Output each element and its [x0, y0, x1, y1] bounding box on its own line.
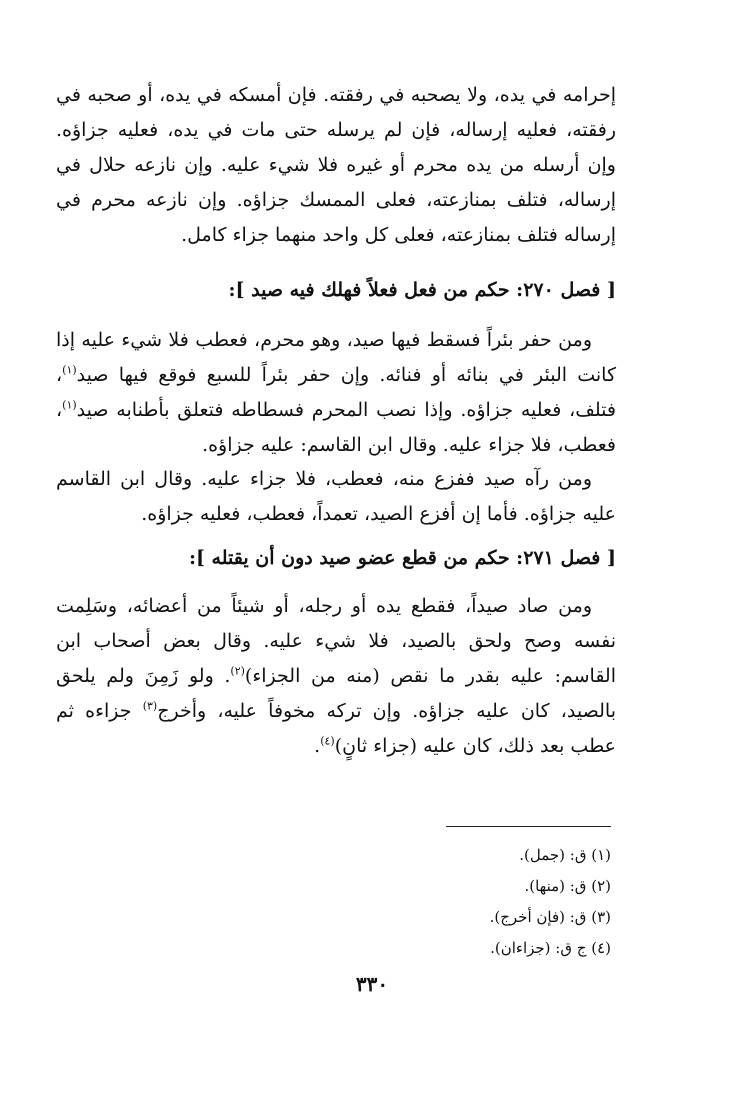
footnote-ref: (٣) — [142, 699, 158, 713]
paragraph-text: ، فعطب، فلا جزاء عليه. وقال ابن القاسم: عليه جزاؤه. — [56, 399, 616, 456]
paragraph-text: ومن رآه صيد ففزع منه، فعطب، فلا جزاء عليه. وقال ابن القاسم عليه جزاؤه. فأما إن أفزع الصيد، تعمداً، فعطب، فعليه جزاؤه. — [56, 468, 616, 525]
paragraph-text: . — [314, 735, 321, 757]
footnote-3: (٣) ق: (فإن أخرج). — [489, 908, 611, 926]
section-heading-270: [ فصل ٢٧٠: حكم من فعل فعلاً فهلك فيه صيد ]: — [228, 279, 616, 301]
footnote-ref: (١) — [62, 398, 77, 412]
footnote-divider — [446, 826, 611, 827]
paragraph-text: ، فتلف، فعليه جزاؤه. وإذا نصب المحرم فسطاطه فتعلق بأطنابه صيد — [56, 364, 616, 421]
paragraph-severed-limb — [56, 589, 616, 764]
paragraph-intro — [56, 78, 616, 253]
footnote-ref: (٤) — [320, 734, 335, 748]
footnote-2: (٢) ق: (منها). — [524, 877, 611, 895]
paragraph-text: . ولو زَمِنَ ولم يلحق بالصيد، كان عليه جزاؤه. وإن تركه مخوفاً عليه، وأخرج — [56, 665, 616, 722]
footnotes — [300, 840, 611, 964]
paragraph-text: ومن صاد صيداً، فقطع يده أو رجله، أو شيئاً من أعضائه، وسَلِمت نفسه وصح ولحق بالصيد، فلا شيء عليه. وقال بعض أصحاب ابن القاسم: عليه بقدر ما نقص (منه من الجزاء) — [56, 595, 616, 687]
page-number: ٣٣٠ — [355, 972, 389, 996]
paragraph-frightened-game — [56, 462, 616, 532]
section-heading-271: [ فصل ٢٧١: حكم من قطع عضو صيد دون أن يقتله ]: — [188, 547, 616, 569]
footnote-ref: (٢) — [230, 664, 245, 678]
paragraph-well-trap — [56, 323, 616, 463]
paragraph-text: ومن حفر بئراً فسقط فيها صيد، وهو محرم، فعطب فلا شيء عليه إذا كانت البئر في بنائه أو فنائه. وإن حفر بئراً للسبع فوقع فيها صيد — [56, 329, 616, 386]
footnote-4: (٤) ج ق: (جزاءان). — [490, 939, 611, 957]
paragraph-text: إحرامه في يده، ولا يصحبه في رفقته. فإن أمسكه في يده، أو صحبه في رفقته، فعليه إرساله، فإن لم يرسله حتى مات في يده، فعليه جزاؤه. وإن أرسله من يده محرم أو غيره فلا شيء عليه. وإن نازعه حلال في إرساله، فتلف بمنازعته، فعلى الممسك جزاؤه. وإن نازعه محرم في إرساله فتلف بمنازعته، فعلى كل واحد منهما جزاء كامل. — [56, 84, 616, 246]
paragraph-text: جزاءه ثم عطب بعد ذلك، كان عليه (جزاء ثانٍ) — [56, 700, 616, 757]
footnote-1: (١) ق: (جمل). — [519, 846, 611, 864]
footnote-ref: (١) — [62, 363, 77, 377]
